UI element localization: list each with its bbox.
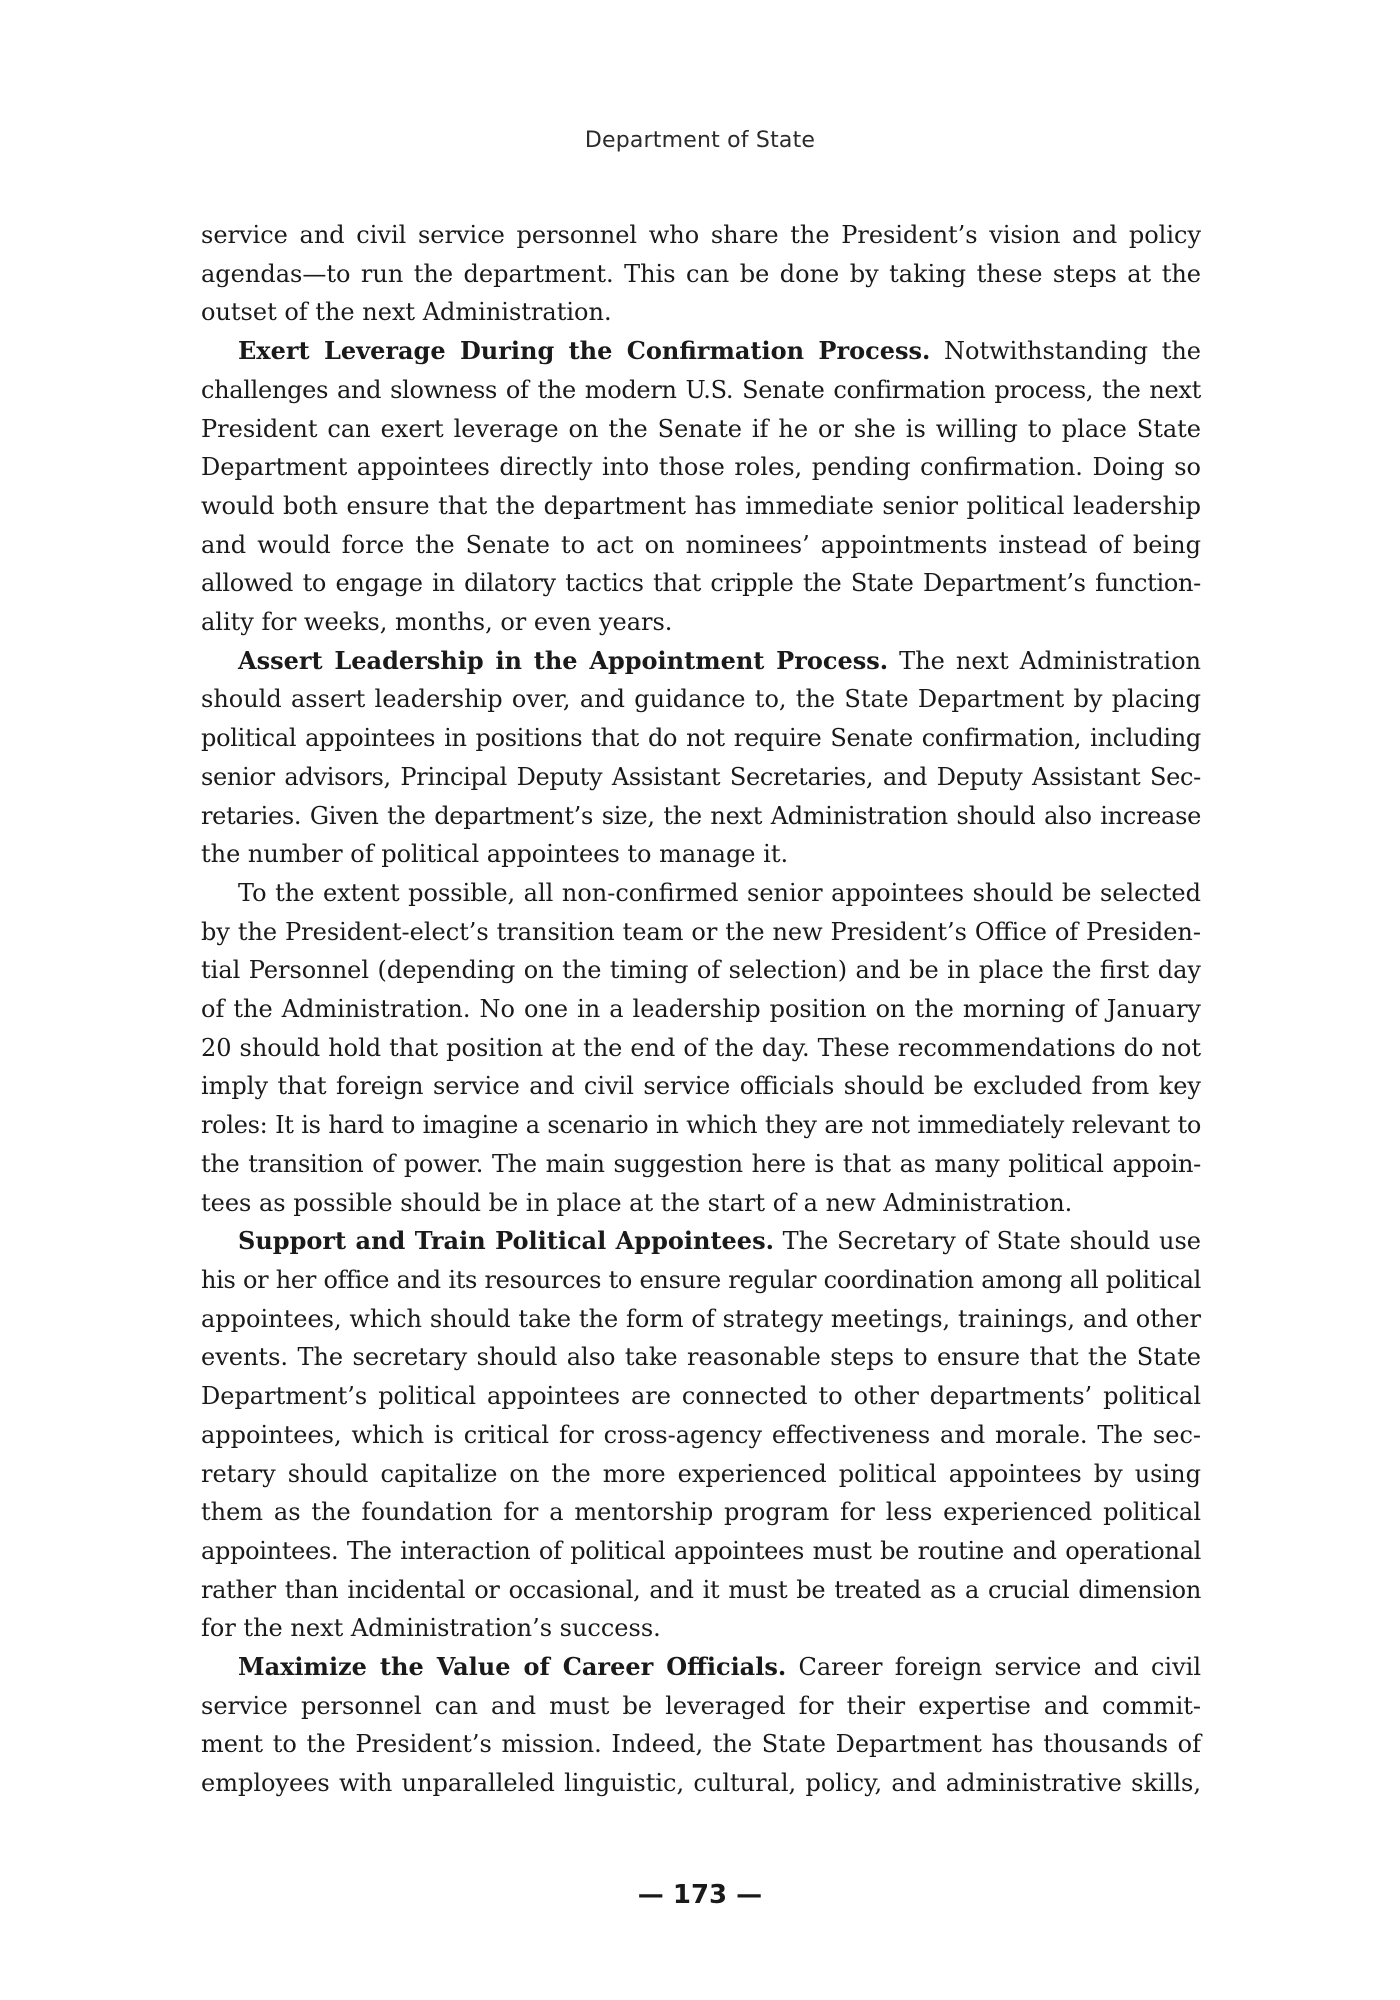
text-line <box>201 1648 1201 1687</box>
text-line: ment to the President’s mission. Indeed, the State Department has thousands of <box>201 1730 1201 1759</box>
paragraph <box>201 1648 1201 1803</box>
text-line: of the Administration. No one in a leadership position on the morning of January <box>201 995 1201 1024</box>
paragraph-heading: Exert Leverage During the Confirmation Process. <box>238 336 931 366</box>
text-line: service personnel can and must be leveraged for their expertise and commit- <box>201 1691 1201 1720</box>
text-line <box>201 642 1201 681</box>
text-line: Department’s political appointees are connected to other departments’ political <box>201 1382 1201 1411</box>
text-run: The next Administration <box>888 646 1202 675</box>
text-run: Career foreign service and civil <box>786 1653 1201 1682</box>
text-line: imply that foreign service and civil service officials should be excluded from key <box>201 1072 1201 1101</box>
paragraph-heading: Assert Leadership in the Appointment Process. <box>238 645 889 675</box>
text-line: for the next Administration’s success. <box>201 1614 661 1643</box>
text-run: The Secretary of State should use <box>773 1227 1201 1256</box>
paragraph <box>201 874 1201 1222</box>
text-line: appointees, which should take the form of strategy meetings, trainings, and other <box>201 1304 1201 1333</box>
text-line: events. The secretary should also take reasonable steps to ensure that the State <box>201 1343 1201 1372</box>
paragraph-heading: Support and Train Political Appointees. <box>238 1226 774 1256</box>
paragraph <box>201 216 1201 332</box>
text-line: service and civil service personnel who share the President’s vision and policy <box>201 221 1201 249</box>
paragraph <box>201 642 1201 874</box>
text-line: his or her office and its resources to ensure regular coordination among all political <box>201 1265 1201 1294</box>
text-line: would both ensure that the department has immediate senior political leadership <box>201 491 1201 520</box>
text-line: tial Personnel (depending on the timing of selection) and be in place the first day <box>201 956 1201 985</box>
text-line: agendas—to run the department. This can be done by taking these steps at the <box>201 259 1201 288</box>
text-line <box>201 1222 1201 1261</box>
text-line: rather than incidental or occasional, and it must be treated as a crucial dimension <box>201 1575 1201 1604</box>
text-line: the number of political appointees to manage it. <box>201 840 789 869</box>
text-line: appointees, which is critical for cross-agency effectiveness and morale. The sec- <box>201 1420 1201 1449</box>
page-number: — 173 — <box>637 1880 763 1910</box>
text-line: tees as possible should be in place at the start of a new Administration. <box>201 1188 1073 1217</box>
body-text <box>201 216 1201 1803</box>
text-line: the transition of power. The main suggestion here is that as many political appoin- <box>201 1149 1201 1178</box>
text-line: To the extent possible, all non-confirmed senior appointees should be selected <box>238 878 1201 907</box>
text-line: senior advisors, Principal Deputy Assistant Secretaries, and Deputy Assistant Sec- <box>201 762 1201 791</box>
text-line: retaries. Given the department’s size, the next Administration should also increase <box>201 801 1201 830</box>
text-line: outset of the next Administration. <box>201 298 612 327</box>
text-line: 20 should hold that position at the end of the day. These recommendations do not <box>201 1033 1201 1062</box>
text-run: Notwithstanding the <box>930 337 1202 366</box>
text-line: and would force the Senate to act on nominees’ appointments instead of being <box>201 530 1201 559</box>
text-line: them as the foundation for a mentorship program for less experienced political <box>201 1498 1201 1527</box>
paragraph <box>201 332 1201 642</box>
text-line: Department appointees directly into those roles, pending confirmation. Doing so <box>201 453 1201 482</box>
text-line: allowed to engage in dilatory tactics that cripple the State Department’s function- <box>201 569 1201 598</box>
text-line: retary should capitalize on the more experienced political appointees by using <box>201 1459 1201 1488</box>
text-line: political appointees in positions that do not require Senate confirmation, including <box>201 724 1201 753</box>
text-line: should assert leadership over, and guidance to, the State Department by placing <box>201 685 1201 714</box>
text-line <box>201 332 1201 371</box>
text-line: ality for weeks, months, or even years. <box>201 608 673 637</box>
text-line: employees with unparalleled linguistic, cultural, policy, and administrative skills, <box>201 1769 1201 1798</box>
text-line: by the President-elect’s transition team or the new President’s Office of Presiden- <box>201 917 1201 946</box>
paragraph <box>201 1222 1201 1648</box>
text-line: President can exert leverage on the Senate if he or she is willing to place State <box>201 414 1201 443</box>
text-line: challenges and slowness of the modern U.S. Senate confirmation process, the next <box>201 375 1201 404</box>
text-line: roles: It is hard to imagine a scenario in which they are not immediately relevant to <box>201 1111 1201 1140</box>
paragraph-heading: Maximize the Value of Career Officials. <box>238 1652 787 1682</box>
text-line: appointees. The interaction of political appointees must be routine and operational <box>201 1536 1201 1565</box>
running-head: Department of State <box>584 128 816 153</box>
